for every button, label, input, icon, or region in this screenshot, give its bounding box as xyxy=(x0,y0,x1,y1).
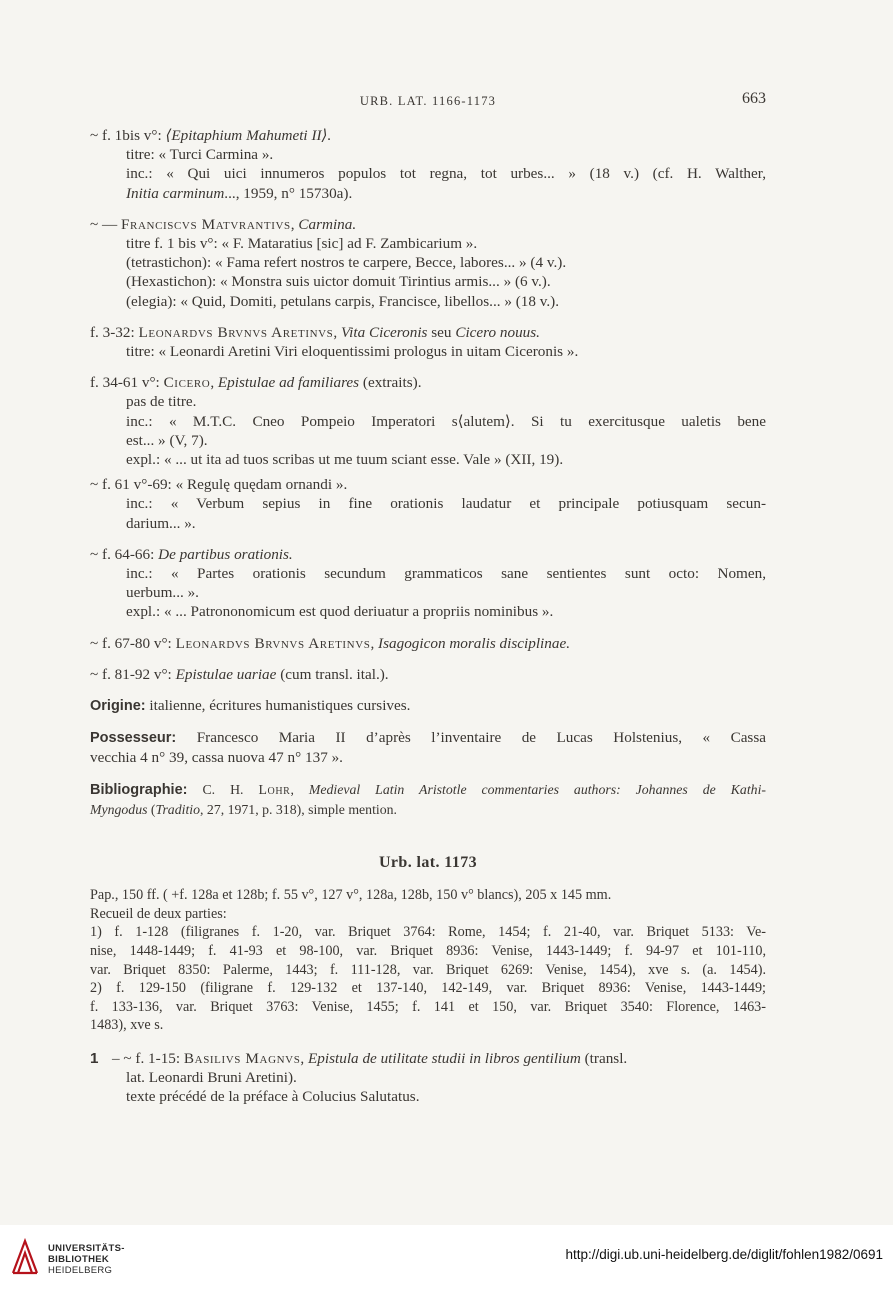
logo-line: HEIDELBERG xyxy=(48,1265,113,1276)
incipit-line: inc.: « M.T.C. Cneo Pompeio Imperatori s⟨alutem⟩. Si tu exercitusque ualetis bene xyxy=(126,412,766,430)
punct: , xyxy=(210,374,218,392)
entry-cicero-epistulae xyxy=(90,373,766,469)
poem-line: (Hexastichon): « Monstra suis uictor domuit Tirintius armis... » (6 v.). xyxy=(126,273,551,291)
work-title: Epistulae uariae xyxy=(175,665,277,683)
origine-section xyxy=(90,696,766,716)
folio-ref: ~ f. 81-92 v°: xyxy=(90,665,176,683)
author-name: Franciscvs Matvrantivs xyxy=(121,215,291,233)
titre-line: titre: « Leonardi Aretini Viri eloquentissimi prologus in uitam Ciceronis ». xyxy=(126,343,579,361)
punct: , xyxy=(333,323,341,341)
part-two-line: 2) f. 129-150 (filigrane f. 129-132 et 137-140, 142-149, var. Briquet 8936: Venise, 1443-1449; xyxy=(90,980,766,997)
entry-basilius xyxy=(90,1049,766,1107)
library-logo-icon xyxy=(10,1237,40,1277)
part-two-line: f. 133-136, var. Briquet 3763: Venise, 1455; f. 141 et 150, var. Briquet 3540: Florence, 1463- xyxy=(90,998,766,1015)
physical-description: Pap., 150 ff. ( +f. 128a et 128b; f. 55 v°, 127 v°, 128a, 128b, 150 v° blancs), 205 x 145 mm. xyxy=(90,887,612,904)
bib-author: Lohr xyxy=(258,781,291,797)
work-title: De partibus orationis. xyxy=(158,545,293,563)
work-title: Isagogicon moralis disciplinae. xyxy=(378,634,570,652)
folio-ref: ~ f. 1bis v°: xyxy=(90,127,166,144)
entry-regule xyxy=(90,475,766,533)
reference-detail: ..., 1959, n° 15730a). xyxy=(224,184,353,202)
punct: , xyxy=(370,634,379,652)
bib-detail: , 27, 1971, p. 318), simple mention. xyxy=(200,801,397,817)
possesseur-text: Francesco Maria II d’après l’inventaire de Lucas Holstenius, « Cassa xyxy=(176,729,766,747)
logo-line: UNIVERSITÄTS- xyxy=(48,1243,125,1254)
part-one-line: 1) f. 1-128 (filigranes f. 1-20, var. Briquet 3764: Rome, 1454; f. 21-40, var. Briquet 5133: Ve- xyxy=(90,924,766,941)
bibliographie-section xyxy=(90,780,766,819)
page-number: 663 xyxy=(742,90,766,107)
folio-ref: – ~ f. 1-15: xyxy=(112,1050,184,1068)
folio-ref: ~ — xyxy=(90,215,121,233)
entry-maturantius xyxy=(90,215,766,311)
punct: , xyxy=(290,781,309,797)
work-title: Vita Ciceronis xyxy=(340,323,428,341)
section-description xyxy=(90,886,766,1035)
incipit-line: inc.: « Verbum sepius in fine orationis laudatur et principale potiusquam secun- xyxy=(126,495,766,513)
digitization-footer xyxy=(0,1225,893,1293)
part-two-line: 1483), xve s. xyxy=(90,1017,164,1034)
origine-text: italienne, écritures humanistiques cursives. xyxy=(145,697,411,715)
work-title: Epistula de utilitate studii in libros gentilium xyxy=(308,1050,581,1068)
item-number: 1 xyxy=(90,1050,99,1068)
entry-isagogicon xyxy=(90,634,766,653)
author-name: Basilivs Magnvs xyxy=(183,1050,301,1068)
incipit-line: inc.: « Qui uici innumeros populos tot regna, tot urbes... » (18 v.) (cf. H. Walther, xyxy=(126,165,766,183)
running-header xyxy=(90,92,766,112)
incipit-line: est... » (V, 7). xyxy=(126,431,208,449)
titre-line: titre f. 1 bis v°: « F. Mataratius [sic] ad F. Zambicarium ». xyxy=(126,235,478,253)
page-body xyxy=(90,126,766,1107)
folio-ref: f. 34-61 v°: xyxy=(90,374,164,392)
titre-line: titre: « Turci Carmina ». xyxy=(126,146,274,164)
work-title: Epistulae ad familiares xyxy=(217,374,360,392)
folio-ref: f. 3-32: xyxy=(90,323,139,341)
part-one-line: nise, 1448-1449; f. 41-93 et 98-100, var. Briquet 8936: Venise, 1443-1449; f. 94-97 et 101-110, xyxy=(90,943,766,960)
explicit-line: expl.: « ... Patrononomicum est quod deriuatur a propriis nominibus ». xyxy=(126,603,554,621)
running-title: URB. LAT. 1166-1173 xyxy=(359,94,497,108)
work-title: Carmina. xyxy=(298,215,357,233)
explicit-line: expl.: « ... ut ita ad tuos scribas ut me tuum sciant esse. Vale » (XII, 19). xyxy=(126,451,564,469)
bib-title: Medieval Latin Aristotle commentaries authors: Johannes de Kathi- xyxy=(308,781,766,797)
possesseur-label: Possesseur: xyxy=(90,730,177,747)
entry-vita-ciceronis xyxy=(90,323,766,361)
preface-note: texte précédé de la préface à Colucius Salutatus. xyxy=(126,1088,420,1106)
possesseur-section xyxy=(90,728,766,767)
work-alt-title: Cicero nouus. xyxy=(455,323,540,341)
entry-epitaphium xyxy=(90,126,766,203)
bib-initials: C. H. xyxy=(187,781,259,797)
titre-line: pas de titre. xyxy=(126,393,197,411)
library-logo-text xyxy=(48,1243,125,1276)
punct: , xyxy=(300,1050,309,1068)
bib-title: Myngodus xyxy=(90,801,148,817)
logo-line: BIBLIOTHEK xyxy=(48,1254,110,1265)
composition-line: Recueil de deux parties: xyxy=(90,905,227,922)
part-one-line: var. Briquet 8350: Palerme, 1443; f. 111-128, var. Briquet 6269: Venise, 1454), xve s. (a. 1454). xyxy=(90,961,766,978)
source-url-link[interactable]: http://digi.ub.uni-heidelberg.de/diglit/fohlen1982/0691 xyxy=(565,1247,883,1262)
author-name: Cicero xyxy=(163,374,211,392)
folio-ref: ~ f. 64-66: xyxy=(90,545,159,563)
conjunction: seu xyxy=(427,323,456,341)
section-title: Urb. lat. 1173 xyxy=(378,854,478,872)
bib-journal: Traditio xyxy=(155,801,201,817)
author-name: Leonardvs Brvnvs Aretinvs xyxy=(138,323,334,341)
folio-ref: ~ f. 61 v°-69: « Regulę quędam ornandi ». xyxy=(90,476,348,494)
poem-line: (tetrastichon): « Fama refert nostros te carpere, Becce, labores... » (4 v.). xyxy=(126,254,567,272)
poem-line: (elegia): « Quid, Domiti, petulans carpis, Francisce, libellos... » (18 v.). xyxy=(126,292,560,310)
entry-epistulae-uariae xyxy=(90,665,766,684)
folio-ref: ~ f. 67-80 v°: xyxy=(90,634,176,652)
origine-label: Origine: xyxy=(90,698,146,715)
work-note: (cum transl. ital.). xyxy=(276,665,389,683)
work-note: (transl. xyxy=(580,1050,628,1068)
incipit-line: darium... ». xyxy=(126,514,196,532)
author-name: Leonardvs Brvnvs Aretinvs xyxy=(175,634,371,652)
possesseur-text: vecchia 4 n° 39, cassa nuova 47 n° 137 ». xyxy=(90,749,343,767)
entry-de-partibus xyxy=(90,545,766,622)
work-title: ⟨Epitaphium Mahumeti II⟩. xyxy=(165,127,332,144)
translation-note: lat. Leonardi Bruni Aretini). xyxy=(126,1069,297,1087)
incipit-line: inc.: « Partes orationis secundum grammaticos sane sentientes sunt octo: Nomen, xyxy=(126,565,766,583)
incipit-line: uerbum... ». xyxy=(126,584,199,602)
punct: ( xyxy=(147,801,156,817)
work-note: (extraits). xyxy=(359,374,422,392)
bibliographie-label: Bibliographie: xyxy=(90,781,188,798)
punct: , xyxy=(290,215,299,233)
reference-title: Initia carminum xyxy=(126,184,225,202)
